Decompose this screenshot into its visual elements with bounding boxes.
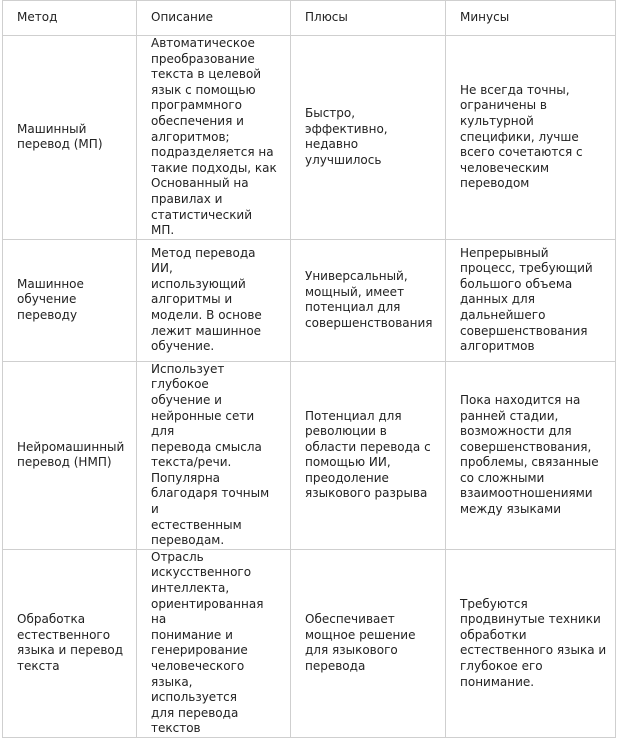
header-cons: Минусы — [446, 1, 616, 36]
header-description: Описание — [137, 1, 291, 36]
table-row — [3, 549, 616, 737]
cell-pros: Обеспечивает мощное решение для языкового перевода — [291, 549, 446, 737]
cell-cons: Непрерывный процесс, требующий большого объема данных для дальнейшего совершенствования алгоритмов — [446, 239, 616, 361]
cell-cons: Требуются продвинутые техники обработки естественного языка и глубокое его понимание. — [446, 549, 616, 737]
cell-method: Нейромашинный перевод (НМП) — [3, 361, 137, 549]
cell-pros: Потенциал для революции в области перевода с помощью ИИ, преодоление языкового разрыва — [291, 361, 446, 549]
table-row — [3, 36, 616, 240]
cell-method: Машинный перевод (МП) — [3, 36, 137, 240]
cell-description: Метод перевода ИИ, использующий алгоритмы и модели. В основе лежит машинное обучение. — [137, 239, 291, 361]
cell-cons: Не всегда точны, ограничены в культурной специфики, лучше всего сочетаются с человеческим переводом — [446, 36, 616, 240]
cell-method: Машинное обучение переводу — [3, 239, 137, 361]
table-header-row — [3, 1, 616, 36]
cell-pros: Быстро, эффективно, недавно улучшилось — [291, 36, 446, 240]
cell-method: Обработка естественного языка и перевод текста — [3, 549, 137, 737]
table-row — [3, 239, 616, 361]
cell-description: Использует глубокое обучение и нейронные сети для перевода смысла текста/речи. Популярна благодаря точным и естественным переводам. — [137, 361, 291, 549]
table-row — [3, 361, 616, 549]
cell-cons: Пока находится на ранней стадии, возможности для совершенствования, проблемы, связанные со сложными взаимоотношениями между языками — [446, 361, 616, 549]
header-pros: Плюсы — [291, 1, 446, 36]
header-method: Метод — [3, 1, 137, 36]
comparison-table — [2, 0, 616, 738]
cell-description: Отрасль искусственного интеллекта, ориентированная на понимание и генерирование человеческого языка, используется для перевода текстов — [137, 549, 291, 737]
cell-description: Автоматическое преобразование текста в целевой язык с помощью программного обеспечения и алгоритмов; подразделяется на такие подходы, как Основанный на правилах и статистический МП. — [137, 36, 291, 240]
cell-pros: Универсальный, мощный, имеет потенциал для совершенствования — [291, 239, 446, 361]
